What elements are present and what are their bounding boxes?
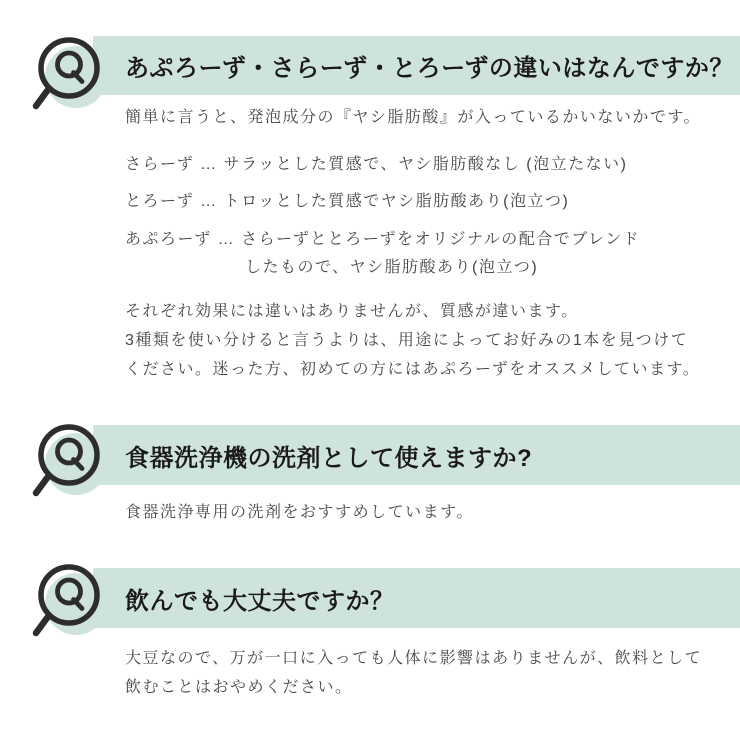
answer-line: 食器洗浄専用の洗剤をおすすめしています。 (125, 504, 474, 521)
question-band (93, 425, 740, 485)
answer (125, 644, 702, 702)
answer-note-line: それぞれ効果には違いはありませんが、質感が違います。 (125, 303, 579, 320)
product-line: さらーず … サラッとした質感で、ヤシ脂肪酸なし (泡立たない) (125, 156, 628, 173)
question-title: あぷろーず・さらーず・とろーずの違いはなんですか？ (125, 55, 734, 82)
product-line: とろーず … トロッとした質感でヤシ脂肪酸あり(泡立つ) (125, 193, 570, 210)
product-line-continuation: したもので、ヤシ脂肪酸あり(泡立つ) (245, 259, 539, 276)
magnifier-q-icon (24, 557, 116, 645)
answer-note (125, 297, 700, 384)
product-line: あぷろーず … さらーずととろーずをオリジナルの配合でブレンド (125, 231, 641, 248)
answer-line: 大豆なので、万が一口に入っても人体に影響はありませんが、飲料として (125, 650, 703, 667)
answer-intro: 簡単に言うと、発泡成分の『ヤシ脂肪酸』が入っているかいないかです。 (125, 109, 702, 126)
question-band (93, 568, 740, 628)
magnifier-q-icon (24, 417, 116, 505)
question-title: 飲んでも大丈夫ですか？ (125, 587, 395, 615)
answer-note-line: 3種類を使い分けると言うよりは、用途によってお好みの1本を見つけて (125, 332, 689, 349)
magnifier-q-icon (24, 30, 116, 118)
answer-line: 飲むことはおやめください。 (125, 679, 353, 696)
question-band (93, 36, 740, 95)
question-title: 食器洗浄機の洗剤として使えますか? (125, 444, 533, 472)
answer-note-line: ください。迷った方、初めての方にはあぷろーずをオススメしています。 (125, 361, 701, 378)
